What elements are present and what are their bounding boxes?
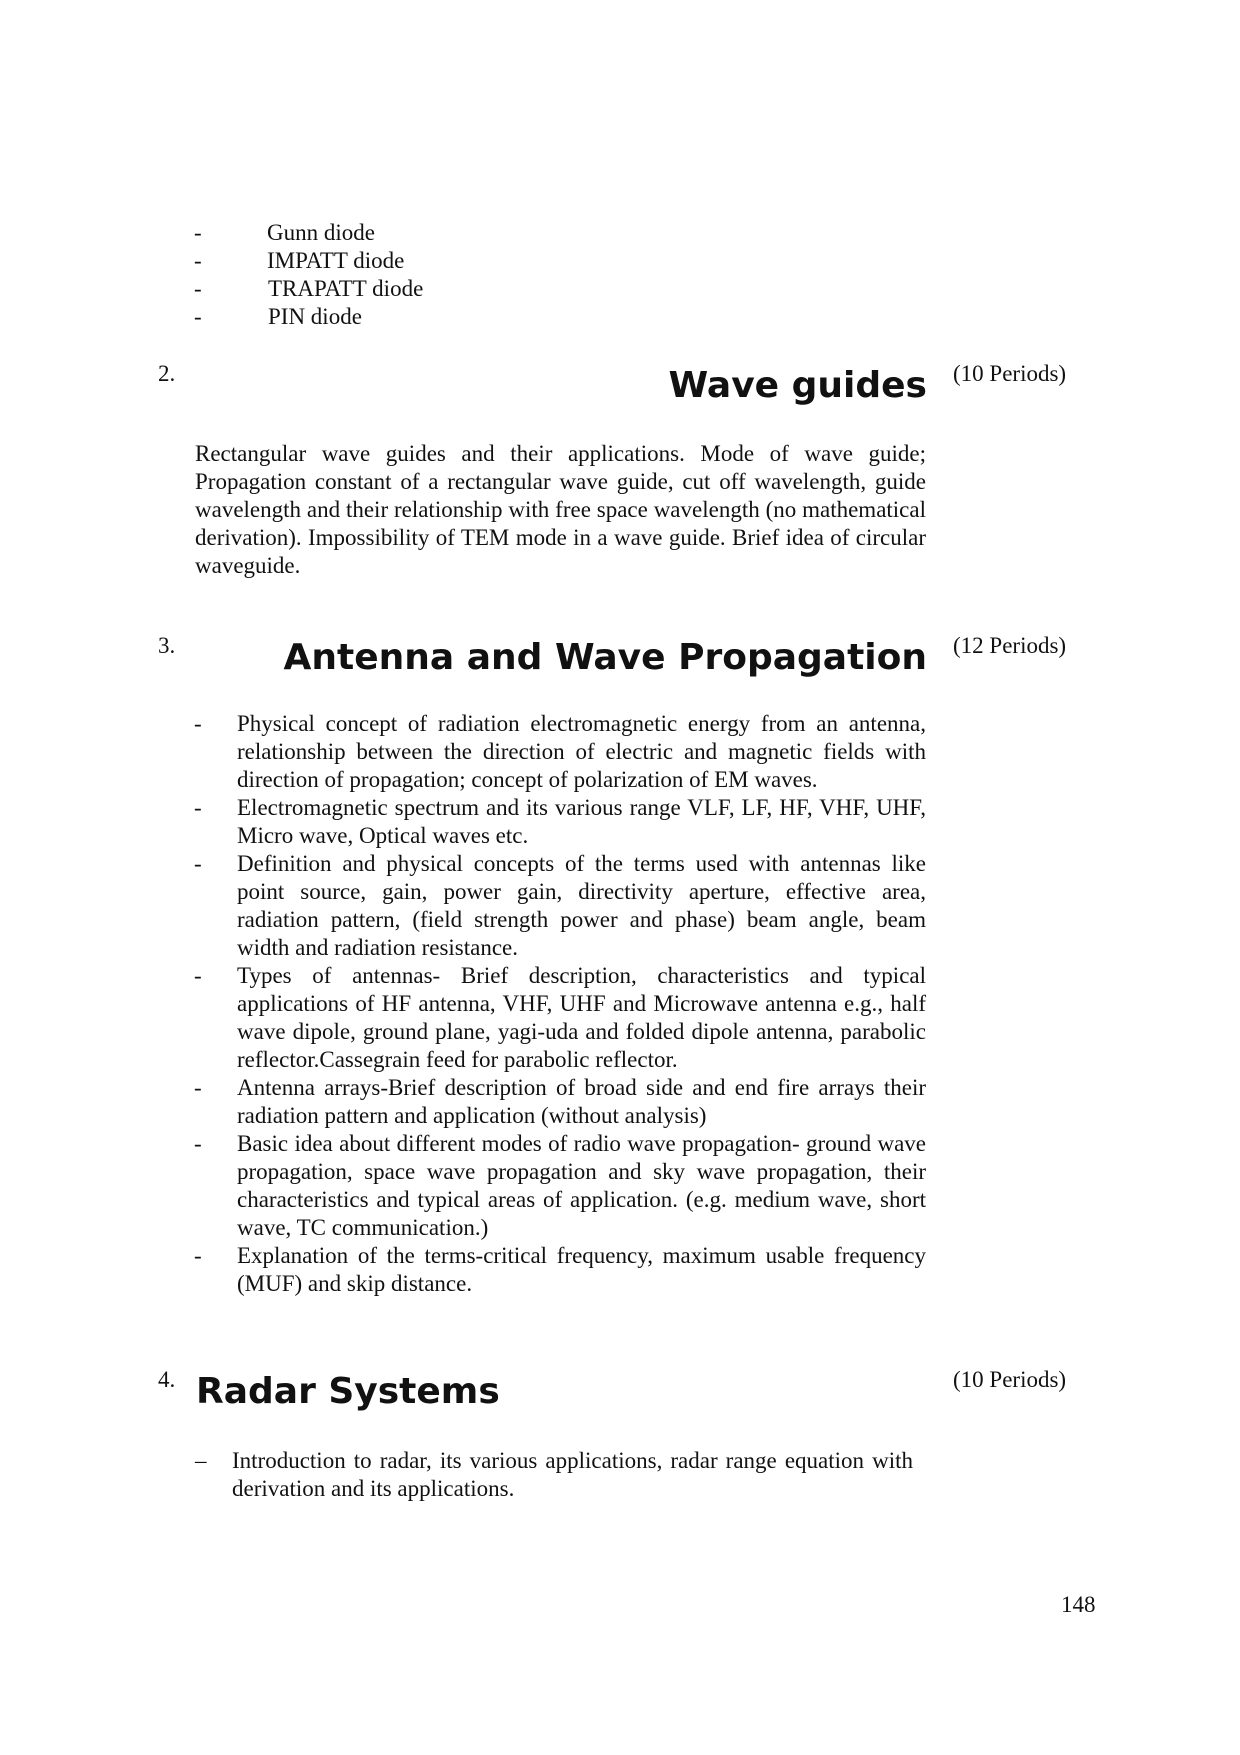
list-item <box>194 794 926 850</box>
list-marker: - <box>194 304 202 329</box>
list-item-text: Gunn diode <box>267 220 375 245</box>
list-item <box>194 219 594 247</box>
list-item-text: Explanation of the terms-critical frequency, maximum usable frequency (MUF) and skip distance. <box>237 1243 926 1296</box>
list-marker: - <box>194 248 202 273</box>
section-title: Radar Systems <box>196 1371 500 1412</box>
section-number: 3. <box>158 633 176 658</box>
diode-list <box>194 219 594 331</box>
section-number: 4. <box>158 1367 176 1392</box>
list-marker: - <box>194 1075 202 1100</box>
list-item <box>194 850 926 962</box>
list-item <box>194 962 926 1074</box>
list-item-text: Definition and physical concepts of the terms used with antennas like point source, gain, power gain, directivity aperture, effective area, radiation pattern, (field strength power and phase) beam angle, beam width and radiation resistance. <box>237 851 926 960</box>
list-item <box>194 247 594 275</box>
list-marker: - <box>194 851 202 876</box>
list-marker: - <box>194 1243 202 1268</box>
section-title: Wave guides <box>668 365 927 406</box>
list-item <box>194 1074 926 1130</box>
list-marker: - <box>194 963 202 988</box>
list-item-text: IMPATT diode <box>267 248 405 273</box>
list-item-text: Electromagnetic spectrum and its various range VLF, LF, HF, VHF, UHF, Micro wave, Optical waves etc. <box>237 795 926 848</box>
section-number: 2. <box>158 361 176 386</box>
list-marker: – <box>195 1448 207 1473</box>
list-item <box>194 303 594 331</box>
antenna-topic-list <box>194 710 926 1298</box>
list-item-text: PIN diode <box>268 304 362 329</box>
list-marker: - <box>194 795 202 820</box>
list-marker: - <box>194 711 202 736</box>
page-number: 148 <box>1061 1592 1096 1617</box>
list-item-text: Physical concept of radiation electromagnetic energy from an antenna, relationship between the direction of electric and magnetic fields with direction of propagation; concept of polarization of EM waves. <box>237 711 926 792</box>
list-item <box>195 1447 913 1503</box>
list-marker: - <box>194 220 202 245</box>
list-marker: - <box>194 1131 202 1156</box>
list-item-text: TRAPATT diode <box>268 276 424 301</box>
list-item <box>194 275 594 303</box>
section-periods: (12 Periods) <box>953 633 1067 658</box>
list-item <box>194 710 926 794</box>
section-title: Antenna and Wave Propagation <box>283 637 927 678</box>
list-item-text: Types of antennas- Brief description, characteristics and typical applications of HF antenna, VHF, UHF and Microwave antenna e.g., half wave dipole, ground plane, yagi-uda and folded dipole antenna, parabolic reflector.Cassegrain feed for parabolic reflector. <box>237 963 926 1072</box>
list-item <box>194 1130 926 1242</box>
list-item-text: Antenna arrays-Brief description of broad side and end fire arrays their radiation pattern and application (without analysis) <box>237 1075 926 1128</box>
list-item-text: Introduction to radar, its various applications, radar range equation with derivation and its applications. <box>232 1448 913 1501</box>
section-body: Rectangular wave guides and their applications. Mode of wave guide; Propagation constant of a rectangular wave guide, cut off wavelength, guide wavelength and their relationship with free space wavelength (no mathematical derivation). Impossibility of TEM mode in a wave guide. Brief idea of circular waveguide. <box>195 441 926 578</box>
list-item <box>194 1242 926 1298</box>
section-periods: (10 Periods) <box>953 361 1067 386</box>
list-item-text: Basic idea about different modes of radio wave propagation- ground wave propagation, space wave propagation and sky wave propagation, their characteristics and typical areas of application. (e.g. medium wave, short wave, TC communication.) <box>237 1131 926 1240</box>
list-marker: - <box>194 276 202 301</box>
section-periods: (10 Periods) <box>953 1367 1067 1392</box>
radar-topic-list <box>195 1447 913 1503</box>
